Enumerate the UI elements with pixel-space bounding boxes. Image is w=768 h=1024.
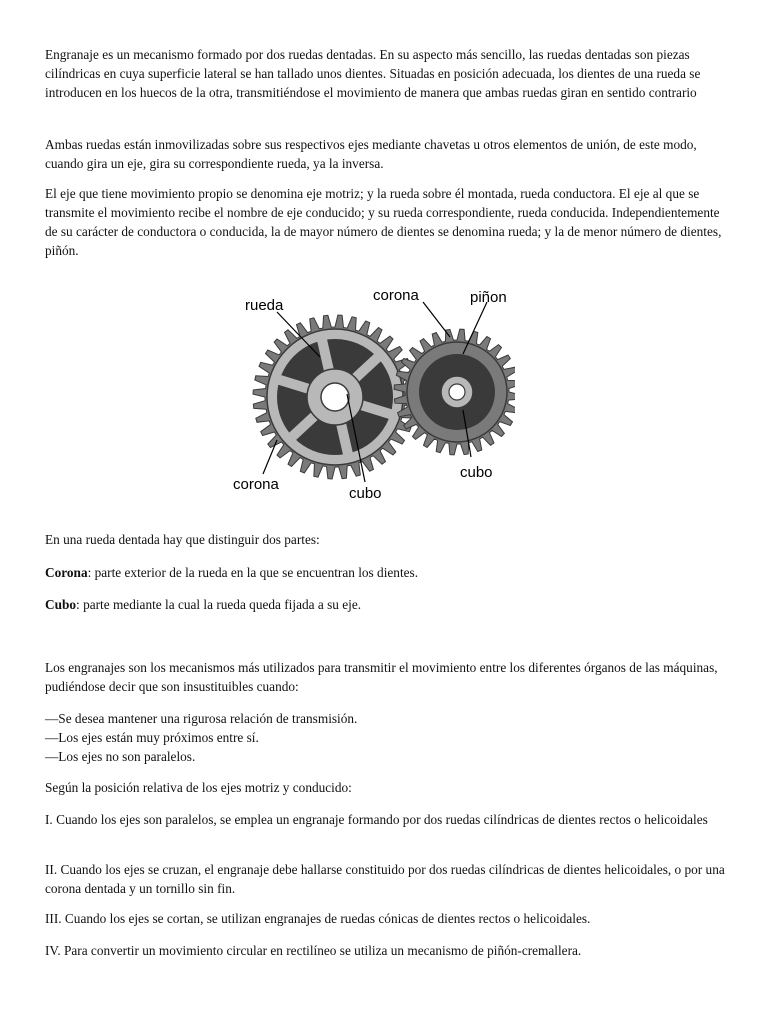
paragraph-ejes: Ambas ruedas están inmovilizadas sobre sus respectivos ejes mediante chavetas u otros elementos de unión, de este modo, cuando gira un eje, gira su correspondiente rueda, ya la inversa. <box>45 137 697 171</box>
paragraph-intro: Engranaje es un mecanismo formado por dos ruedas dentadas. En su aspecto más sencillo, las ruedas dentadas son piezas cilíndricas en cuya superficie lateral se han tallado unos dientes. Situadas en posición adecuada, los dientes de una rueda se introducen en los huecos de la otra, transmitiéndose el movimiento de manera que ambas ruedas giran en sentido contrario <box>45 47 701 100</box>
definition-cubo <box>45 595 735 614</box>
def-corona: : parte exterior de la rueda en la que se encuentran los dientes. <box>87 565 419 580</box>
label-corona-top: corona <box>373 287 419 304</box>
case-cremallera: IV. Para convertir un movimiento circular en rectilíneo se utiliza un mecanismo de piñón-cremallera. <box>45 943 582 958</box>
gear-illustration <box>225 282 515 507</box>
gear-diagram <box>225 282 515 507</box>
conditions-list <box>45 709 735 766</box>
paragraph-motriz: El eje que tiene movimiento propio se denomina eje motriz; y la rueda sobre él montada, rueda conductora. El eje al que se transmite el movimiento recibe el nombre de eje conducido; y su rueda correspondiente, rueda conducida. Independientemente de su carácter de conductora o conducida, la de mayor número de dientes se denomina rueda; y la de menor número de dientes, piñón. <box>45 186 722 258</box>
def-cubo: : parte mediante la cual la rueda queda fijada a su eje. <box>76 597 362 612</box>
rueda-gear <box>253 315 417 479</box>
definition-corona <box>45 563 735 582</box>
term-corona: Corona <box>45 565 88 580</box>
term-cubo: Cubo <box>45 597 77 612</box>
case-paralelos: I. Cuando los ejes son paralelos, se emplea un engranaje formando por dos ruedas cilíndricas de dientes rectos o helicoidales <box>45 812 708 827</box>
pinon-gear <box>394 329 515 455</box>
list-item: —Los ejes están muy próximos entre sí. <box>45 730 259 745</box>
label-pinon: piñon <box>470 289 507 306</box>
list-item: —Se desea mantener una rigurosa relación de transmisión. <box>45 711 358 726</box>
paragraph-posicion: Según la posición relativa de los ejes motriz y conducido: <box>45 780 352 795</box>
list-item: —Los ejes no son paralelos. <box>45 749 196 764</box>
paragraph-partes: En una rueda dentada hay que distinguir dos partes: <box>45 532 320 547</box>
label-corona-bottom: corona <box>233 476 279 493</box>
paragraph-mecanismos: Los engranajes son los mecanismos más utilizados para transmitir el movimiento entre los diferentes órganos de las máquinas, pudiéndose decir que son insustituibles cuando: <box>45 660 718 694</box>
label-rueda: rueda <box>245 297 284 314</box>
case-cortan: III. Cuando los ejes se cortan, se utilizan engranajes de ruedas cónicas de dientes rectos o helicoidales. <box>45 911 591 926</box>
label-cubo-right: cubo <box>460 464 493 481</box>
case-cruzan: II. Cuando los ejes se cruzan, el engranaje debe hallarse constituido por dos ruedas cilíndricas de dientes helicoidales, o por una corona dentada y un tornillo sin fin. <box>45 862 725 896</box>
label-cubo-left: cubo <box>349 485 382 502</box>
